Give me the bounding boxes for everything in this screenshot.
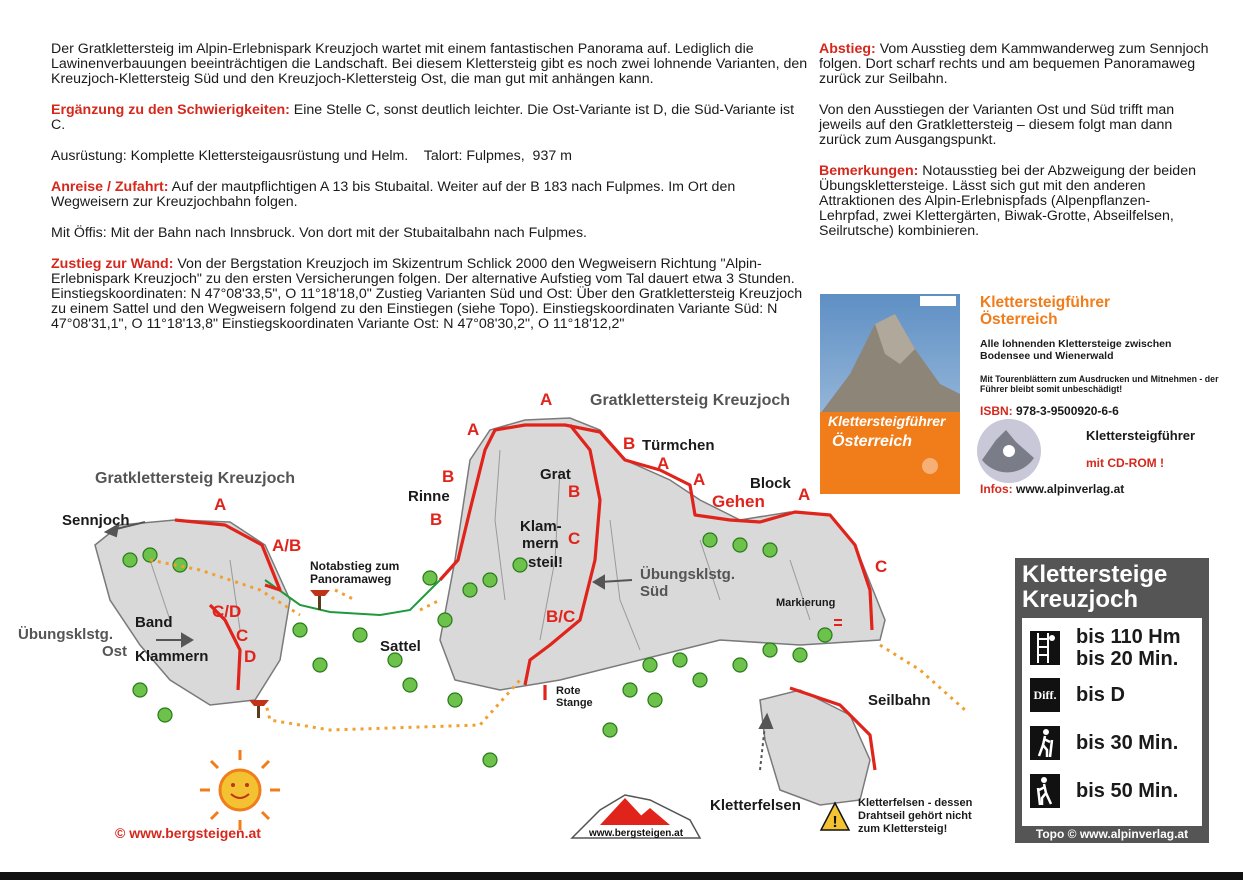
label-uebung-sued-2: Süd [640,583,669,600]
public-transport-paragraph: Mit Öffis: Mit der Bahn nach Innsbruck. Von dort mit der Stubaitalbahn nach Fulpmes. [51,225,587,241]
isbn-value: 978-3-9500920-6-6 [1012,404,1119,418]
cd-subtitle: mit CD-ROM ! [1086,456,1164,470]
logo-url: www.bergsteigen.at [588,828,684,839]
text-column-left [51,42,811,348]
label-uebung-ost-2: Ost [102,643,128,660]
notes-label: Bemerkungen: [819,163,919,179]
path-panoramaweg [265,680,520,730]
book-note: Mit Tourenblättern zum Ausdrucken und Mitnehmen - der Führer bleibt somit unbeschädigt! [980,374,1219,394]
warning-icon [821,803,849,831]
legend-panel [1022,618,1202,826]
grade-b2: B [430,510,443,529]
arrival-paragraph [51,180,811,210]
cd-title: Klettersteigführer [1086,428,1196,443]
grade-a3: A [657,454,670,473]
isbn-label: ISBN: [980,404,1013,418]
rock-left-ridge [95,520,290,705]
sun-icon [200,750,280,830]
grade-a1: A [540,390,553,409]
legend-approach: bis 30 Min. [1076,732,1179,754]
label-seilbahn: Seilbahn [868,692,931,709]
legend-row-height [1030,626,1181,670]
approach-paragraph [51,257,811,332]
text-column-right [819,42,1209,255]
descent-paragraph [819,42,1209,87]
legend-row-descent [1030,774,1178,808]
label-grat: Grat [540,466,571,483]
difficulty-icon: Diff. [1030,678,1060,712]
legend-box [1015,558,1209,843]
rock-kletterfelsen [760,690,870,805]
grade-bc: B/C [546,607,576,626]
label-title-main: Gratklettersteig Kreuzjoch [590,392,791,409]
label-uebung-sued-1: Übungsklstg. [640,566,736,583]
approach-label: Zustieg zur Wand: [51,256,174,272]
label-notabstieg: Notabstieg zum [310,559,400,573]
label-copyright: © www.bergsteigen.at [115,825,261,841]
label-klammern-steil-1: Klam- [520,518,562,535]
ladder-icon [1030,631,1060,665]
grade-a2: A [467,420,480,439]
svg-text:!: ! [832,814,838,831]
difficulty-label: Ergänzung zu den Schwierigkeiten: [51,102,290,118]
legend-descent: bis 50 Min. [1076,780,1179,802]
grade-d: D [244,647,257,666]
variants-exit-paragraph: Von den Ausstiegen der Varianten Ost und Süd trifft man jeweils auf den Gratklettersteig – diesem folgt man dann zurück zum Ausgangspunkt. [819,102,1175,148]
arrival-label: Anreise / Zufahrt: [51,179,169,195]
label-warn-1: Kletterfelsen - dessen [858,797,973,809]
legend-row-approach [1030,726,1178,760]
label-rote-1: Rote [556,685,581,697]
label-warn-3: zum Klettersteig! [858,823,948,835]
infos-label: Infos: [980,482,1013,496]
grade-c1: C [568,529,581,548]
label-warn-2: Drahtseil gehört nicht [858,810,972,822]
descent-label: Abstieg: [819,41,876,57]
grade-b3: B [623,434,636,453]
difficulty-paragraph [51,103,811,133]
label-uebung-ost-1: Übungsklstg. [18,626,114,643]
label-rote-2: Stange [556,697,593,709]
legend-footer[interactable]: Topo © www.alpinverlag.at [1035,827,1189,841]
grade-a4: A [693,470,706,489]
book-subtitle: Alle lohnenden Klettersteige zwischen Bodensee und Wienerwald [980,338,1172,362]
label-sennjoch: Sennjoch [62,512,130,529]
label-panoramaweg: Panoramaweg [310,572,392,586]
grade-cd: C/D [212,602,242,621]
legend-title-1: Klettersteige [1022,561,1168,588]
label-tuermchen: Türmchen [642,437,715,454]
grade-b4: B [568,482,581,501]
grade-b1: B [442,467,455,486]
arrow-kletterfelsen [760,725,765,770]
grade-ab: A/B [272,536,302,555]
bottom-border [0,872,1243,880]
legend-height: bis 110 Hm [1076,626,1181,648]
cover-title-2: Österreich [832,433,913,450]
notes-text: Notausstieg bei der Abzweigung der beiden Übungsklettersteige. Lässt sich gut mit den anderen Attraktionen des Alpin-Erlebnispfads (Alpenpflanzen-Lehrpfad, zwei Klettergärten, Biwak-Grotte, Abseilfelsen, Seilrutsche) kombinieren. [819,163,1196,239]
descent-icon [1030,774,1060,808]
grade-c3: C [236,626,249,645]
label-sattel: Sattel [380,638,421,655]
hiker-icon [1030,726,1060,760]
bergsteigen-logo[interactable] [572,795,700,839]
descent-text: Vom Ausstieg dem Kammwanderweg zum Sennjoch folgen. Dort scharf rechts und am bequemen Panoramaweg zurück zur Seilbahn. [819,41,1209,87]
cover-title-1: Klettersteigführer [828,413,946,429]
book-title: Klettersteigführer Österreich [980,294,1111,328]
grade-c2: C [875,557,888,576]
label-block: Block [750,475,791,492]
label-klammern-steil-3: steil! [528,554,564,571]
legend-title [1022,562,1167,612]
label-klammern: Klammern [135,648,209,665]
label-band: Band [135,614,173,631]
approach-text: Von der Bergstation Kreuzjoch im Skizentrum Schlick 2000 den Wegweisern Richtung "Alpin-Erlebnispark Kreuzjoch" zu den ersten Versicherungen folgen. Der alternative Aufstieg vom Tal dauert etwa 3 Stunden. Einstiegskoordinaten: N 47°08'33,5", O 11°18'18,0" Zustieg Varianten Süd und Ost: Über den Gratklettersteig Kreuzjoch zu einem Sattel und den Wegweisern folgend zu den Einstiegen (siehe Topo). Einstiegskoordinaten Variante Süd: N 47°08'31,1", O 11°18'13,8" Einstiegskoordinaten Variante Ost: N 47°08'30,2", O 11°18'12,2" [51,256,803,332]
legend-title-2: Kreuzjoch [1022,586,1139,613]
grade-a5: A [798,485,811,504]
path-sattel [420,600,440,610]
intro-paragraph: Der Gratklettersteig im Alpin-Erlebnispark Kreuzjoch wartet mit einem fantastischen Panorama auf. Lediglich die Lawinenverbauungen beeinträchtigen die Landschaft. Bei diesem Klettersteig gibt es noch zwei lohnende Varianten, den Kreuzjoch-Klettersteig Süd und den Kreuzjoch-Klettersteig Ost, die man gut mit anhängen kann. [51,41,808,87]
grade-a6: A [214,495,227,514]
equipment-paragraph: Ausrüstung: Komplette Klettersteigausrüstung und Helm. Talort: Fulpmes, 937 m [51,148,572,164]
difficulty-text: Eine Stelle C, sonst deutlich leichter. Die Ost-Variante ist D, die Süd-Variante ist C. [51,102,795,133]
legend-height-text [1076,626,1181,670]
label-markierung: Markierung [776,597,836,609]
infos-link[interactable]: www.alpinverlag.at [1012,482,1125,496]
label-gehen: Gehen [712,492,765,511]
legend-row-difficulty [1030,678,1125,712]
label-title-left: Gratklettersteig Kreuzjoch [95,470,296,487]
label-rinne: Rinne [408,488,450,505]
notes-paragraph [819,164,1209,239]
signpost-notabstieg [310,590,330,610]
legend-time-ascent: bis 20 Min. [1076,648,1179,670]
path-notabstieg [335,590,355,600]
label-kletterfelsen: Kletterfelsen [710,797,801,814]
label-klammern-steil-2: mern [522,535,559,552]
legend-difficulty: bis D [1076,684,1125,706]
arrival-text: Auf der mautpflichtigen A 13 bis Stubaital. Weiter auf der B 183 nach Fulpmes. Im Ort den Wegweisern zur Kreuzjochbahn folgen. [51,179,736,210]
